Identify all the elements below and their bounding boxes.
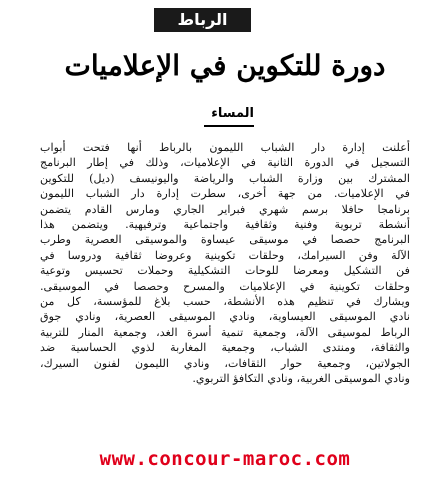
article-body <box>40 140 410 432</box>
article-headline: دورة للتكوين في الإعلاميات <box>64 49 386 82</box>
body-line: والثقافة، ومنتدى الشباب، وجمعية المغاربة لذوي الحساسية ضد <box>40 341 410 355</box>
body-line: الجولاتين، وجمعية حوار الثقافات، ونادي الليمون لفنون السيرك، <box>40 356 410 370</box>
section-label: الرباط <box>154 8 251 32</box>
body-line: أعلنت إدارة دار الشباب الليمون بالرباط أنها فتحت أبواب <box>40 141 410 154</box>
article-byline: المساء <box>211 106 254 121</box>
byline-underline <box>204 125 254 127</box>
body-line: برنامجا حافلا برسم شهري فبراير الجاري ومارس القادم يتضمن <box>40 202 410 216</box>
body-line: نادي الموسيقى العيساوية، ونادي الموسيقى العصرية، ونادي جوق <box>40 310 410 324</box>
source-watermark: www.concour-maroc.com <box>99 448 351 470</box>
body-line: فن التشكيل ومعرضا للوحات التشكيلية وحملات تحسيس وتوعية <box>40 264 410 278</box>
body-line: الآلة وفن السيرامك، وحلقات تكوينية وعروضا ثقافية ودروسا في <box>40 248 410 262</box>
body-line: البرنامج حصصا في موسيقى عيساوة والموسيقى العصرية وطرب <box>40 233 410 247</box>
body-line: الرباط لموسيقى الآلة، وجمعية تنمية أسرة الغد، وجمعية المنار للتربية <box>40 325 410 339</box>
body-line: ويشارك في تنظيم هذه الأنشطة، حسب بلاغ للمؤسسة، كل من <box>40 295 410 309</box>
body-line: أنشطة تربوية وفنية وثقافية واجتماعية وترفيهية. ويتضمن هذا <box>40 218 410 232</box>
body-line: وحلقات تكوينية في الإعلاميات والمسرح وحصصا في الموسيقى. <box>40 279 410 293</box>
body-line: التسجيل في الدورة الثانية في الإعلاميات، وذلك في إطار البرنامج <box>40 156 410 170</box>
body-line: في الإعلاميات. من جهة أخرى، سطرت إدارة دار الشباب الليمون <box>40 187 410 201</box>
body-line: ونادي الموسيقى الغربية، ونادي التكافؤ التربوي. <box>192 372 410 386</box>
body-line: المشترك بين وزارة الشباب والرياضة واليونيسف (ديل) للتكوين <box>40 171 410 185</box>
